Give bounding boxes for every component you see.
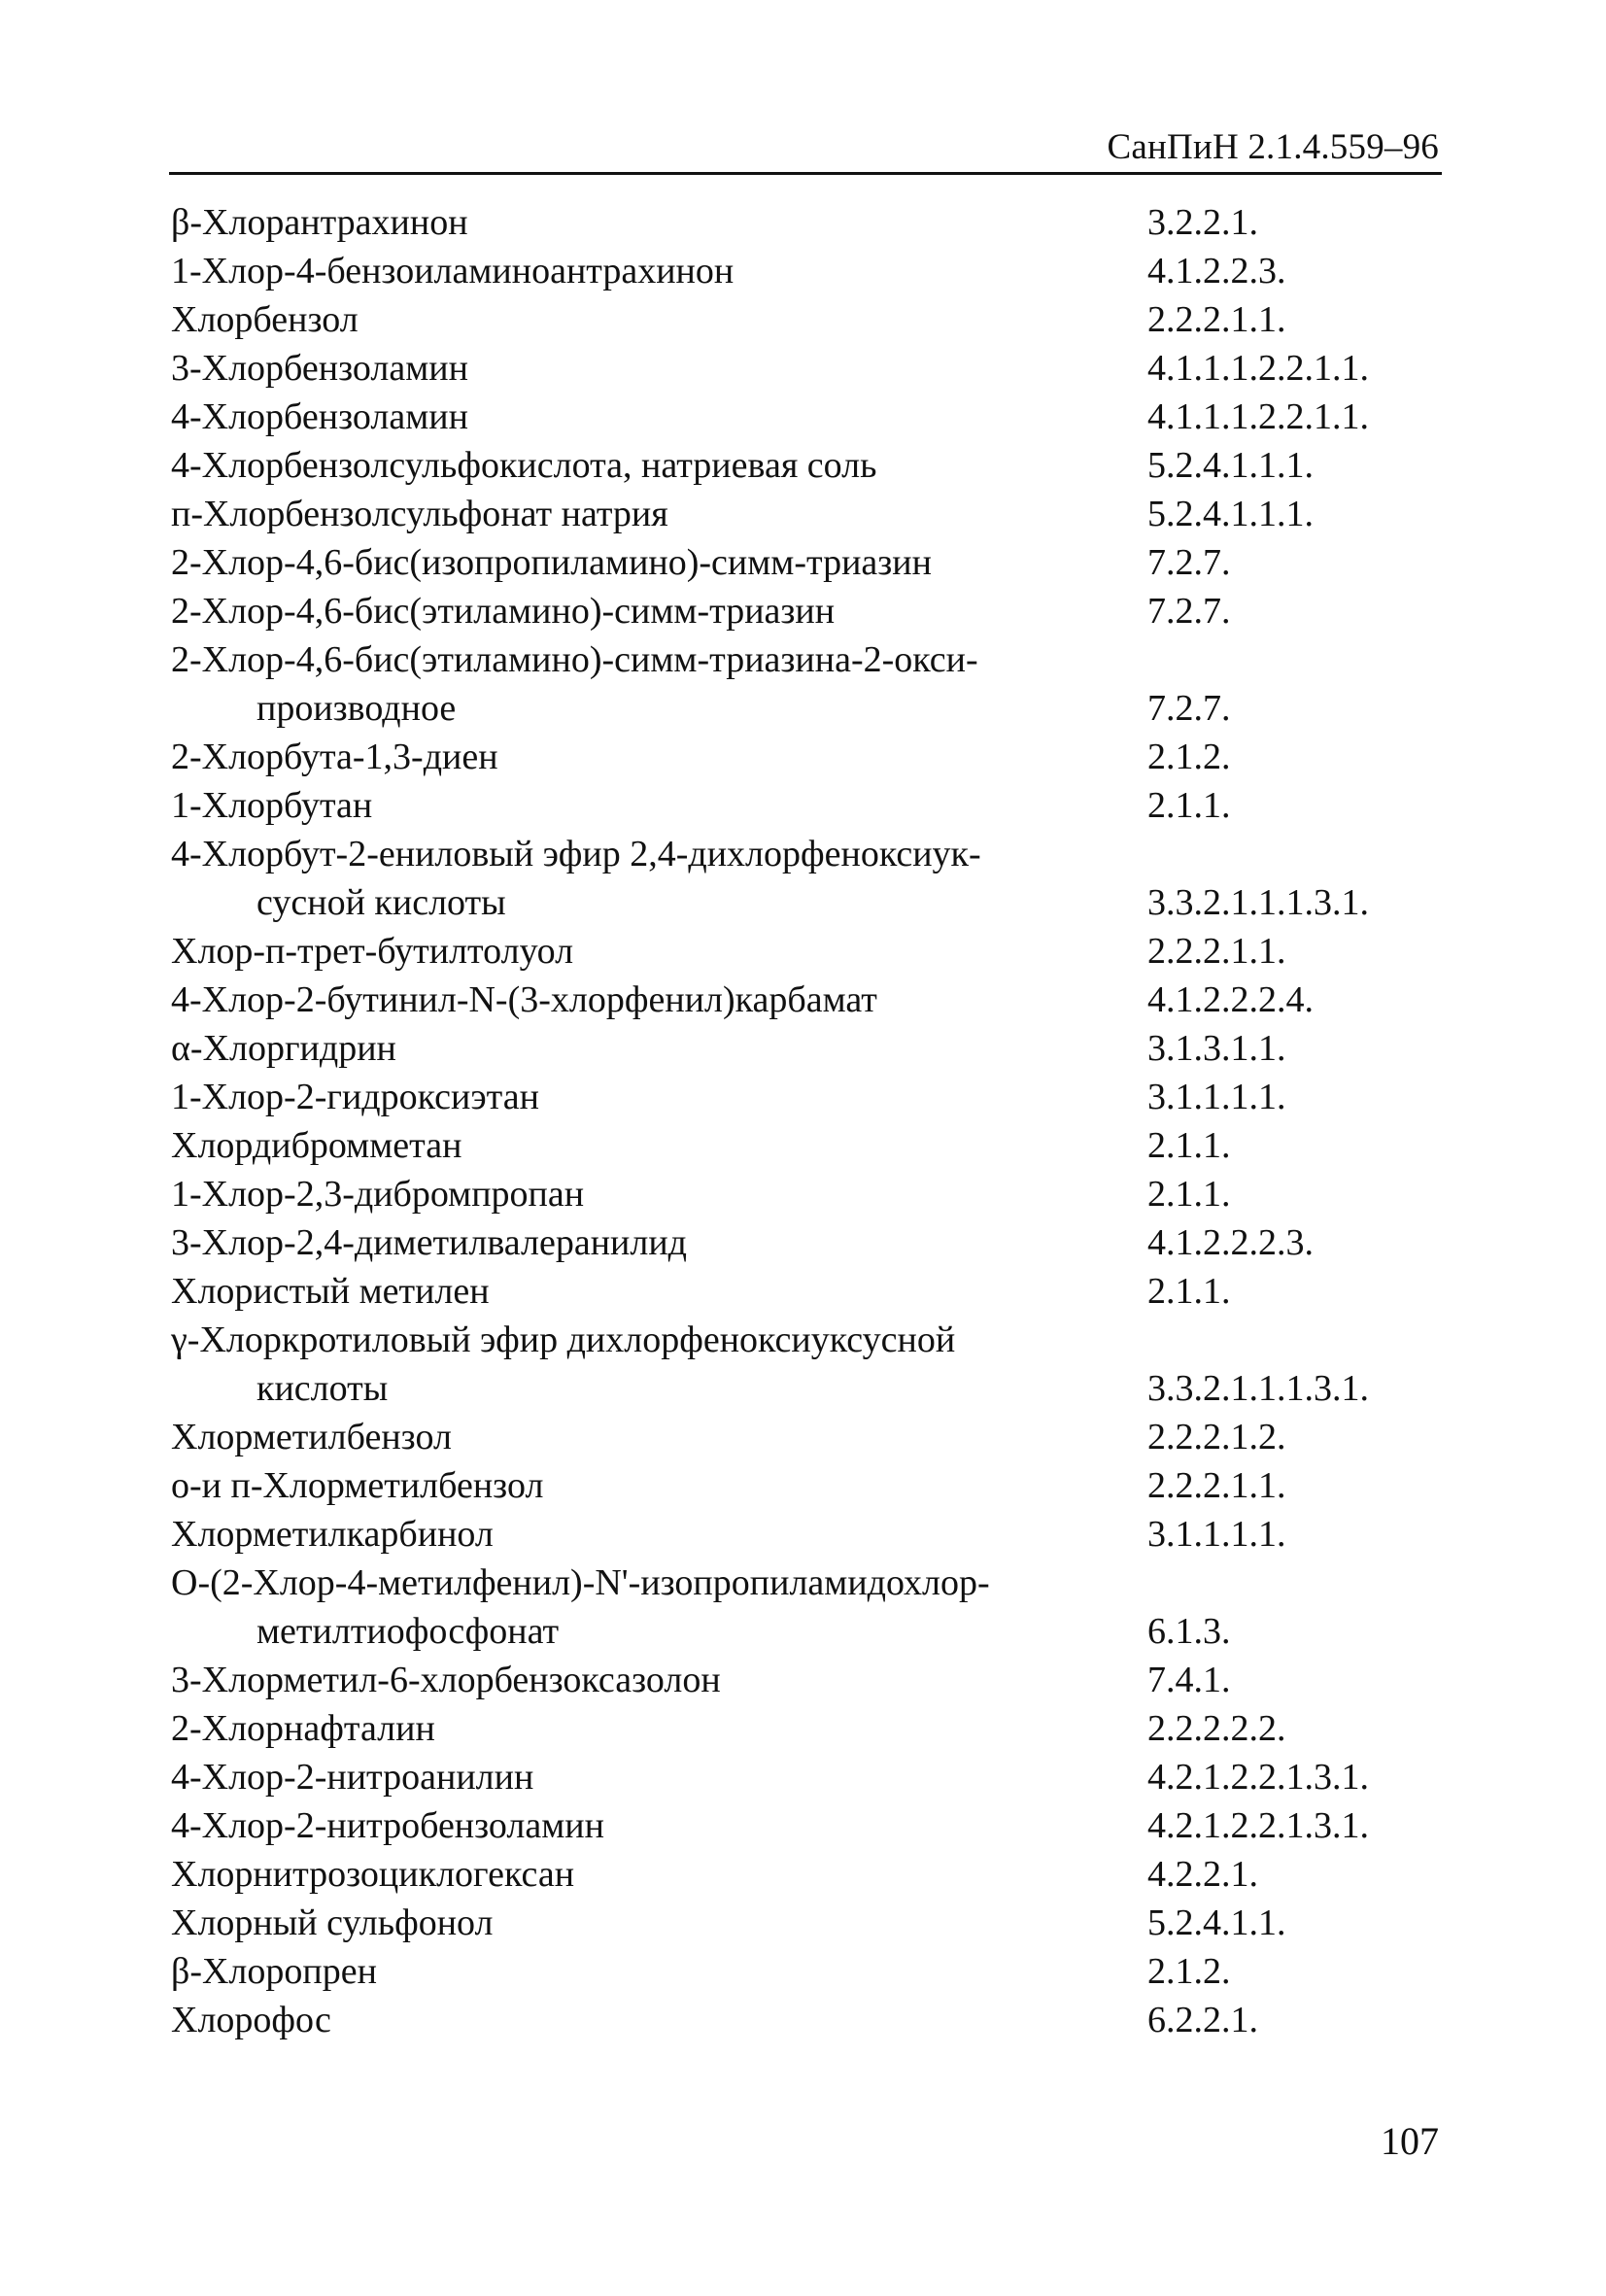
index-entry — [171, 878, 1434, 927]
entry-code: 2.2.2.1.2. — [1147, 1417, 1286, 1457]
index-entry — [171, 1218, 1434, 1267]
entry-name: 2-Хлор-4,6-бис(этиламино)-симм-триазин — [171, 591, 836, 632]
entry-name: 1-Хлор-2,3-дибромпропан — [171, 1174, 585, 1215]
entry-name: 4-Хлор-2-нитроанилин — [171, 1757, 534, 1798]
entry-code: 2.1.1. — [1147, 785, 1231, 826]
index-entry — [171, 684, 1434, 733]
entry-name: Хлорбензол — [171, 299, 359, 340]
entry-code: 3.1.1.1.1. — [1147, 1077, 1286, 1117]
entry-code: 2.1.1. — [1147, 1125, 1231, 1166]
document-code: СанПиН 2.1.4.559–96 — [1107, 127, 1439, 167]
entry-code: 6.2.2.1. — [1147, 2000, 1258, 2040]
entry-name: β-Хлоропрен — [171, 1951, 377, 1992]
page-number: 107 — [1381, 2119, 1439, 2163]
index-entry — [171, 198, 1434, 247]
index-entry — [171, 1607, 1434, 1656]
entry-code: 4.1.2.2.2.3. — [1147, 1222, 1314, 1263]
index-entry — [171, 1170, 1434, 1218]
entry-code: 2.2.2.2.2. — [1147, 1708, 1286, 1749]
entry-code: 2.1.1. — [1147, 1271, 1231, 1312]
entry-name: 2-Хлор-4,6-бис(изопропиламино)-симм-триазин — [171, 542, 932, 583]
index-entry — [171, 781, 1434, 830]
entry-name: Хлорный сульфонол — [171, 1902, 494, 1943]
entry-name: α-Хлоргидрин — [171, 1028, 396, 1069]
index-entry — [171, 1073, 1434, 1121]
entry-code: 2.1.2. — [1147, 1951, 1231, 1992]
header-rule — [169, 172, 1442, 175]
entry-code: 4.1.1.1.2.2.1.1. — [1147, 396, 1369, 437]
entry-name: 4-Хлор-2-бутинил-N-(3-хлорфенил)карбамат — [171, 979, 877, 1020]
entry-code: 2.2.2.1.1. — [1147, 931, 1286, 972]
entry-name: Хлорофос — [171, 2000, 331, 2040]
index-entry — [171, 490, 1434, 538]
index-entry — [171, 1801, 1434, 1850]
index-entry — [171, 1121, 1434, 1170]
index-entry — [171, 1656, 1434, 1704]
entry-name: 1-Хлор-4-бензоиламиноантрахинон — [171, 251, 735, 291]
entry-name: 4-Хлорбут-2-ениловый эфир 2,4-дихлорфеноксиук- — [171, 834, 981, 874]
entry-code: 5.2.4.1.1.1. — [1147, 494, 1314, 534]
index-entry — [171, 1899, 1434, 1947]
entry-name: О-(2-Хлор-4-метилфенил)-N'-изопропиламидохлор- — [171, 1562, 990, 1603]
entry-name: 4-Хлорбензоламин — [171, 396, 468, 437]
index-entry — [171, 635, 1434, 684]
entry-name: Хлорметилбензол — [171, 1417, 452, 1457]
entry-name: 1-Хлор-2-гидроксиэтан — [171, 1077, 539, 1117]
entry-name: Хлорнитрозоциклогексан — [171, 1854, 575, 1895]
entry-code: 3.3.2.1.1.1.3.1. — [1147, 1368, 1369, 1409]
entry-name: 3-Хлорметил-6-хлорбензоксазолон — [171, 1660, 721, 1700]
entry-code: 4.2.1.2.2.1.3.1. — [1147, 1805, 1369, 1846]
entry-name: кислоты — [256, 1368, 389, 1409]
entry-name: Хлористый метилен — [171, 1271, 490, 1312]
index-entry — [171, 1753, 1434, 1801]
index-entry — [171, 1559, 1434, 1607]
entry-code: 3.1.1.1.1. — [1147, 1514, 1286, 1555]
entry-code: 5.2.4.1.1.1. — [1147, 445, 1314, 486]
entry-code: 7.2.7. — [1147, 688, 1231, 729]
entry-code: 2.1.1. — [1147, 1174, 1231, 1215]
entry-name: 1-Хлорбутан — [171, 785, 373, 826]
index-entry — [171, 441, 1434, 490]
entry-code: 2.2.2.1.1. — [1147, 1465, 1286, 1506]
index-entry — [171, 344, 1434, 393]
index-entry — [171, 976, 1434, 1024]
entry-code: 4.1.2.2.3. — [1147, 251, 1286, 291]
entry-name: метилтиофосфонат — [256, 1611, 560, 1652]
entry-name: Хлорметилкарбинол — [171, 1514, 494, 1555]
index-entry — [171, 733, 1434, 781]
index-entry — [171, 1704, 1434, 1753]
entry-code: 2.1.2. — [1147, 737, 1231, 777]
entry-code: 3.1.3.1.1. — [1147, 1028, 1286, 1069]
entry-code: 4.2.2.1. — [1147, 1854, 1258, 1895]
entry-code: 2.2.2.1.1. — [1147, 299, 1286, 340]
index-entry — [171, 295, 1434, 344]
entry-name: Хлордибромметан — [171, 1125, 462, 1166]
entry-code: 4.1.2.2.2.4. — [1147, 979, 1314, 1020]
index-entry — [171, 1996, 1434, 2044]
entry-code: 3.3.2.1.1.1.3.1. — [1147, 882, 1369, 923]
entry-code: 7.4.1. — [1147, 1660, 1231, 1700]
entry-name: Хлор-п-трет-бутилтолуол — [171, 931, 574, 972]
index-entry — [171, 393, 1434, 441]
entry-name: 2-Хлорбута-1,3-диен — [171, 737, 498, 777]
entry-code: 6.1.3. — [1147, 1611, 1231, 1652]
entry-name: 2-Хлор-4,6-бис(этиламино)-симм-триазина-2-окси- — [171, 639, 978, 680]
index-entry — [171, 1316, 1434, 1364]
index-entry — [171, 247, 1434, 295]
index-entry — [171, 1267, 1434, 1316]
entry-name: 2-Хлорнафталин — [171, 1708, 435, 1749]
entry-code: 7.2.7. — [1147, 542, 1231, 583]
entry-code: 3.2.2.1. — [1147, 202, 1258, 243]
index-list — [171, 198, 1434, 2044]
index-entry — [171, 587, 1434, 635]
index-entry — [171, 1510, 1434, 1559]
index-entry — [171, 1024, 1434, 1073]
entry-name: о-и п-Хлорметилбензол — [171, 1465, 544, 1506]
entry-code: 4.2.1.2.2.1.3.1. — [1147, 1757, 1369, 1798]
index-entry — [171, 830, 1434, 878]
index-entry — [171, 1364, 1434, 1413]
entry-name: γ-Хлоркротиловый эфир дихлорфеноксиуксусной — [171, 1319, 956, 1360]
index-entry — [171, 538, 1434, 587]
entry-name: β-Хлорантрахинон — [171, 202, 468, 243]
index-entry — [171, 1461, 1434, 1510]
entry-name: 3-Хлор-2,4-диметилвалеранилид — [171, 1222, 687, 1263]
entry-code: 5.2.4.1.1. — [1147, 1902, 1286, 1943]
entry-code: 7.2.7. — [1147, 591, 1231, 632]
entry-name: п-Хлорбензолсульфонат натрия — [171, 494, 668, 534]
index-entry — [171, 927, 1434, 976]
index-entry — [171, 1850, 1434, 1899]
entry-name: производное — [256, 688, 457, 729]
entry-name: 4-Хлорбензолсульфокислота, натриевая соль — [171, 445, 877, 486]
entry-code: 4.1.1.1.2.2.1.1. — [1147, 348, 1369, 389]
entry-name: 4-Хлор-2-нитробензоламин — [171, 1805, 604, 1846]
index-entry — [171, 1947, 1434, 1996]
index-entry — [171, 1413, 1434, 1461]
entry-name: 3-Хлорбензоламин — [171, 348, 468, 389]
entry-name: сусной кислоты — [256, 882, 506, 923]
